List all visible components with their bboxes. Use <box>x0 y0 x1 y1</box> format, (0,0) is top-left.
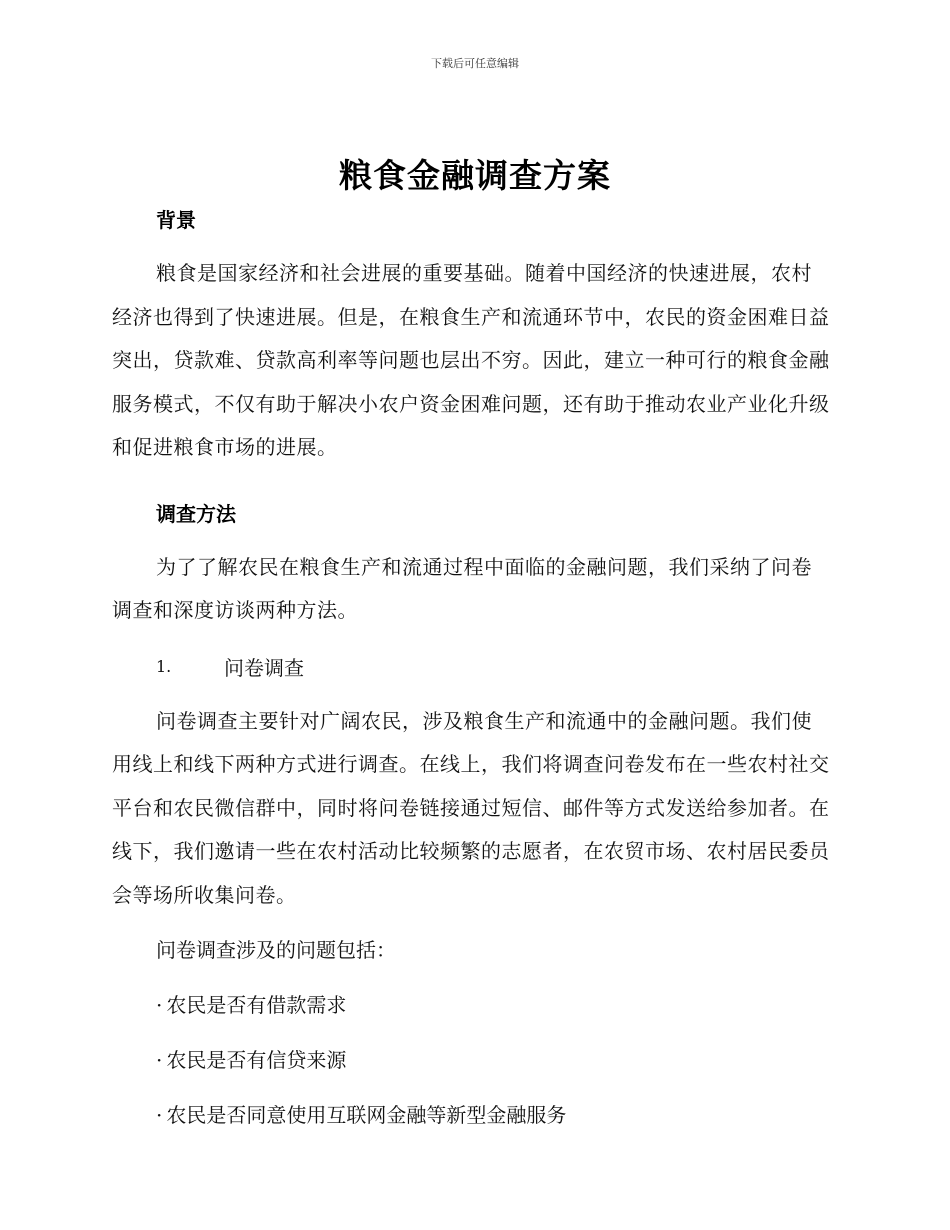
numbered-item-questionnaire <box>112 645 832 688</box>
background-paragraph: 粮食是国家经济和社会进展的重要基础。随着中国经济的快速进展，农村经济也得到了快速进展。但是，在粮食生产和流通环节中，农民的资金困难日益突出，贷款难、贷款高利率等问题也层出不穷。因此，建立一种可行的粮食金融服务模式，不仅有助于解决小农户资金困难问题，还有助于推动农业产业化升级和促进粮食市场的进展。 <box>112 261 830 459</box>
list-item-text: 农民是否有信贷来源 <box>166 1048 347 1072</box>
item-number: 1. <box>156 656 172 676</box>
list-item <box>112 1039 832 1082</box>
bullet-icon: · <box>156 993 163 1017</box>
bullet-icon: · <box>156 1103 163 1127</box>
list-item <box>112 984 832 1027</box>
method-paragraph: 为了了解农民在粮食生产和流通过程中面临的金融问题，我们采纳了问卷调查和深度访谈两种方法。 <box>112 554 812 622</box>
document-title: 粮食金融调查方案 <box>339 156 611 195</box>
header-note: 下载后可任意编辑 <box>431 57 519 70</box>
document-body <box>112 200 832 1137</box>
list-item-text: 农民是否有借款需求 <box>166 993 347 1017</box>
list-item-text: 农民是否同意使用互联网金融等新型金融服务 <box>166 1103 567 1127</box>
bullet-icon: · <box>156 1048 163 1072</box>
list-item <box>112 1094 832 1137</box>
section-heading-background: 背景 <box>156 208 196 232</box>
questions-intro: 问卷调查涉及的问题包括： <box>156 938 396 962</box>
questionnaire-paragraph: 问卷调查主要针对广阔农民，涉及粮食生产和流通中的金融问题。我们使用线上和线下两种方式进行调查。在线上，我们将调查问卷发布在一些农村社交平台和农民微信群中，同时将问卷链接通过短信、邮件等方式发送给参加者。在线下，我们邀请一些在农村活动比较频繁的志愿者，在农贸市场、农村居民委员会等场所收集问卷。 <box>112 708 830 907</box>
section-heading-method: 调查方法 <box>156 501 236 526</box>
item-label: 问卷调查 <box>224 655 304 680</box>
